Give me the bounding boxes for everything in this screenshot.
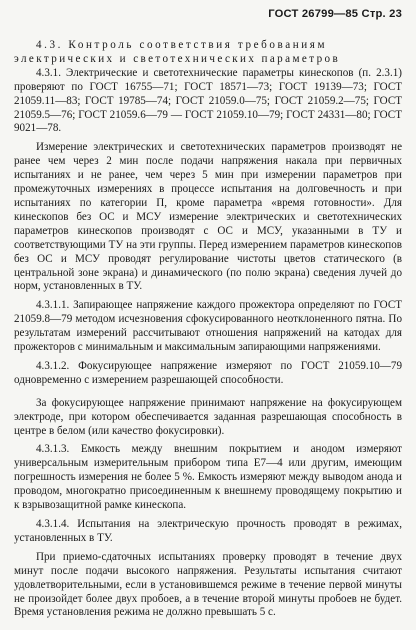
page-header: ГОСТ 26799—85 Стр. 23 — [268, 8, 402, 20]
paragraph-4-3-1-3: 4.3.1.3. Емкость между внешним покрытием и анодом измеряют универсальным измерительным прибором типа Е7—4 или другим, имеющим погрешность измерения не более 5 %. Емкость измеряют между выводом анода и проводом, многократно присоединенным к внешнему проводящему покрытию и к взрывозащитной рамке кинескопа. — [14, 443, 402, 512]
section-title — [14, 39, 402, 67]
section-title-line-2: электрических и светотехнических параметров — [14, 52, 341, 65]
paragraph-4-3-1-2: 4.3.1.2. Фокусирующее напряжение измеряют по ГОСТ 21059.10—79 одновременно с измерением разрешающей способности. — [14, 359, 402, 386]
paragraph-4-3-1: 4.3.1. Электрические и светотехнические параметры кинескопов (п. 2.3.1) проверяют по ГОСТ 16755—71; ГОСТ 18571—73; ГОСТ 19139—73; ГОСТ 21059.11—83; ГОСТ 19785—74; ГОСТ 21059.0—75; ГОСТ 21059.2—75; ГОСТ 21059.5—76; ГОСТ 21059.6—79 — ГОСТ 21059.10—79; ГОСТ 24331—80; ГОСТ 9021—78. — [14, 66, 402, 135]
paragraph-focusing-voltage: За фокусирующее напряжение принимают напряжение на фокусирующем электроде, при котором обеспечивается заданная разрешающая способность в центре в белом (или качество фокусировки). — [14, 396, 402, 437]
paragraph-acceptance-tests: При приемо-сдаточных испытаниях проверку проводят в течение двух минут после подачи высокого напряжения. Результаты испытания считают удовлетворительными, если в установившемся режиме в течение первой минуты не произойдет более двух пробоев, а в течение второй минуты пробоев не будет. Время установления режима не должно превышать 5 с. — [14, 550, 402, 619]
paragraph-4-3-1-1: 4.3.1.1. Запирающее напряжение каждого прожектора определяют по ГОСТ 21059.8—79 методом исчезновения сфокусированного неотклоненного пятна. По результатам измерений рассчитывают отношения напряжений на катодах для прожекторов с минимальным и максимальным запирающими напряжениями. — [14, 299, 402, 354]
section-title-line-1: 4.3. Контроль соответствия требованиям — [36, 39, 328, 51]
paragraph-measurement: Измерение электрических и светотехнических параметров производят не ранее чем через 2 мин после подачи напряжения накала при первичных испытаниях и не ранее, чем через 5 мин при измерении параметров при промежуточных измерениях в процессе испытания на долговечность и при испытаниях по категории П, кроме параметра «время готовности». Для кинескопов без ОС и МСУ измерение электрических и светотехнических параметров кинескопов производят с ОС и МСУ, указанными в ТУ и соответствующими ТУ на эти группы. Перед измерением параметров кинескопов без ОС и МСУ проводят регулирование чистоты цветов статического (в центральной зоне экрана) и динамического (по полю экрана) сведения лучей до норм, установленных в ТУ. — [14, 141, 402, 293]
paragraph-4-3-1-4: 4.3.1.4. Испытания на электрическую прочность проводят в режимах, установленных в ТУ. — [14, 518, 402, 544]
